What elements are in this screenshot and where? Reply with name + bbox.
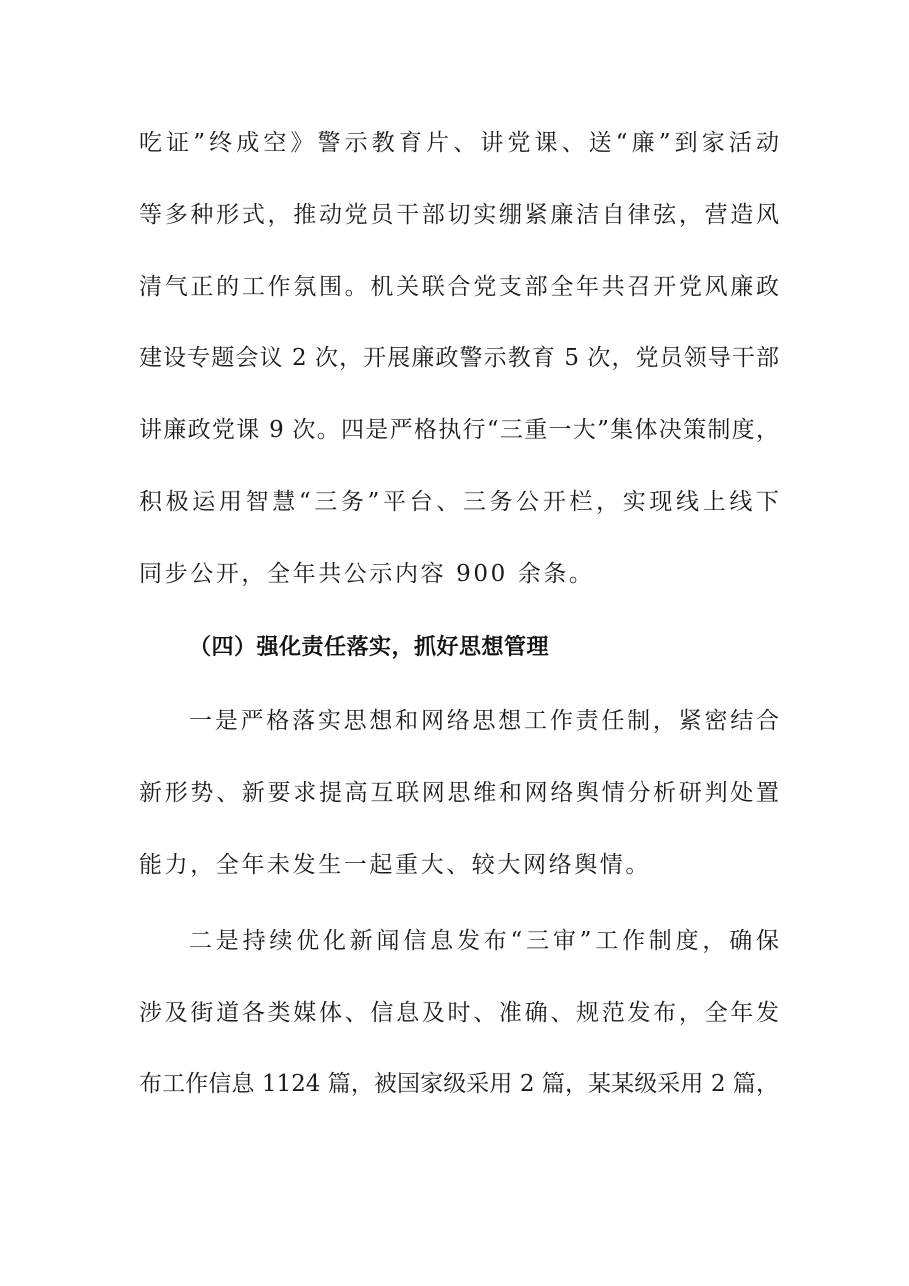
text-line: 一是严格落实思想和网络思想工作责任制，紧密结合 (189, 708, 779, 734)
text-line: 讲廉政党课 9 次。四是严格执行“三重一大”集体决策制度， (139, 417, 779, 443)
text-line: 能力，全年未发生一起重大、较大网络舆情。 (139, 852, 651, 878)
text-line: 布工作信息 1124 篇，被国家级采用 2 篇，某某级采用 2 篇， (139, 1071, 779, 1097)
section-heading: （四）强化责任落实，抓好思想管理 (189, 635, 550, 660)
text-line: 等多种形式，推动党员干部切实绷紧廉洁自律弦，营造风 (139, 202, 779, 228)
text-line: 涉及街道各类媒体、信息及时、准确、规范发布，全年发 (139, 1000, 779, 1026)
text-line: 二是持续优化新闻信息发布“三审”工作制度，确保 (189, 928, 779, 954)
text-line: 建设专题会议 2 次，开展廉政警示教育 5 次，党员领导干部 (139, 345, 779, 371)
text-line: 积极运用智慧“三务”平台、三务公开栏，实现线上线下 (139, 489, 779, 515)
text-line: 吃证”终成空》警示教育片、讲党课、送“廉”到家活动 (139, 130, 779, 156)
text-line: 新形势、新要求提高互联网思维和网络舆情分析研判处置 (139, 780, 779, 806)
text-line: 清气正的工作氛围。机关联合党支部全年共召开党风廉政 (139, 274, 779, 300)
text-line: 同步公开，全年共公示内容 900 余条。 (139, 561, 595, 587)
